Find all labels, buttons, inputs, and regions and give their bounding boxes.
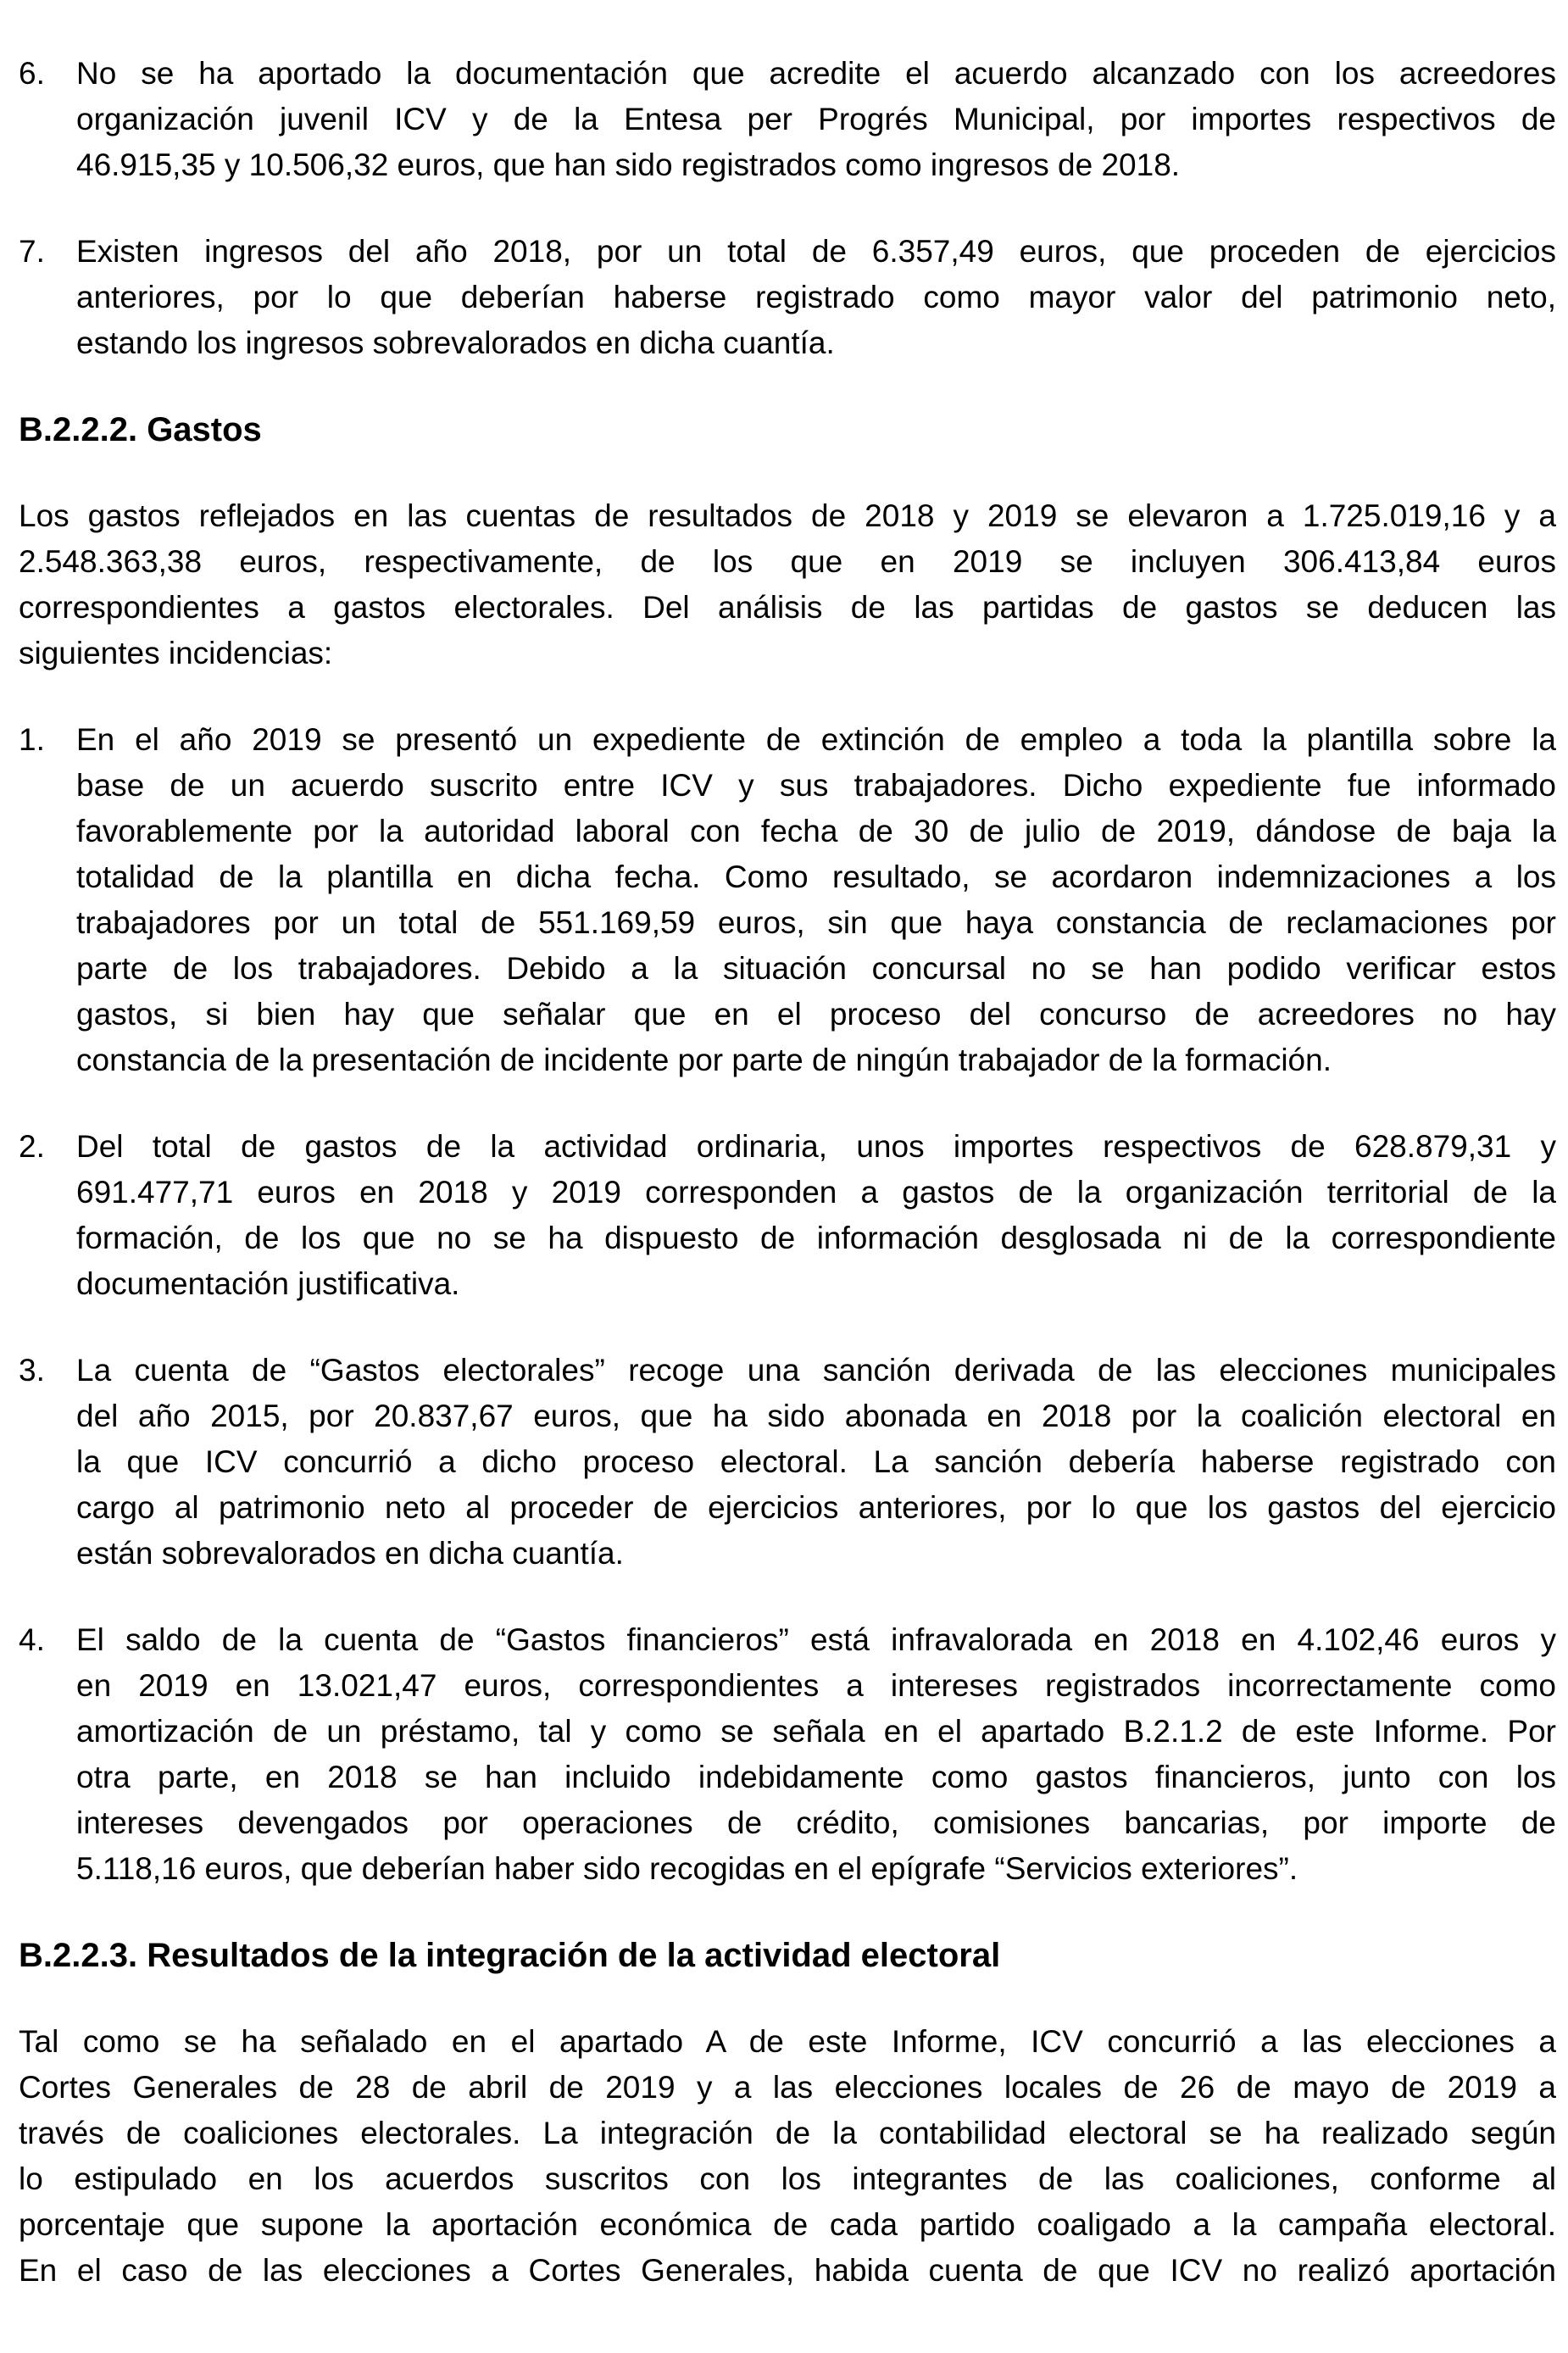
item-number: 3. xyxy=(19,1353,45,1388)
text-line: parte de los trabajadores. Debido a la situación concursal no se han podido verificar estos xyxy=(76,951,1556,986)
text-line: En el año 2019 se presentó un expediente de extinción de empleo a toda la plantilla sobre la xyxy=(76,722,1556,757)
numbered-item xyxy=(19,717,1556,1083)
section-heading: B.2.2.3. Resultados de la integración de la actividad electoral xyxy=(19,1937,1001,1974)
text-line: Tal como se ha señalado en el apartado A de este Informe, ICV concurrió a las elecciones a xyxy=(19,2024,1556,2059)
section-heading: B.2.2.2. Gastos xyxy=(19,411,262,448)
text-line: 691.477,71 euros en 2018 y 2019 corresponden a gastos de la organización territorial de la xyxy=(76,1175,1556,1210)
text-line: siguientes incidencias: xyxy=(19,636,333,670)
numbered-item xyxy=(19,51,1556,188)
text-line: La cuenta de “Gastos electorales” recoge una sanción derivada de las elecciones municipales xyxy=(76,1353,1556,1388)
item-number: 2. xyxy=(19,1129,45,1164)
text-line: Los gastos reflejados en las cuentas de resultados de 2018 y 2019 se elevaron a 1.725.019,16 y a xyxy=(19,498,1556,533)
item-number: 7. xyxy=(19,234,45,269)
text-line: No se ha aportado la documentación que acredite el acuerdo alcanzado con los acreedores xyxy=(76,56,1556,91)
text-line: gastos, si bien hay que señalar que en el proceso del concurso de acreedores no hay xyxy=(76,997,1556,1032)
numbered-item xyxy=(19,1348,1556,1577)
text-line: Existen ingresos del año 2018, por un total de 6.357,49 euros, que proceden de ejercicios xyxy=(76,234,1556,269)
paragraph xyxy=(19,2019,1556,2294)
text-line: porcentaje que supone la aportación económica de cada partido coaligado a la campaña electoral. xyxy=(19,2207,1556,2242)
numbered-item xyxy=(19,1617,1556,1892)
text-line: favorablemente por la autoridad laboral con fecha de 30 de julio de 2019, dándose de baja la xyxy=(76,814,1556,848)
text-line: En el caso de las elecciones a Cortes Generales, habida cuenta de que ICV no realizó aportación xyxy=(19,2253,1556,2288)
text-line: organización juvenil ICV y de la Entesa per Progrés Municipal, por importes respectivos de xyxy=(76,102,1556,136)
text-line: estando los ingresos sobrevalorados en dicha cuantía. xyxy=(76,325,835,360)
text-line: 5.118,16 euros, que deberían haber sido recogidas en el epígrafe “Servicios exteriores”. xyxy=(76,1851,1298,1886)
text-line: documentación justificativa. xyxy=(76,1266,460,1301)
text-line: trabajadores por un total de 551.169,59 euros, sin que haya constancia de reclamaciones por xyxy=(76,905,1556,940)
text-line: 2.548.363,38 euros, respectivamente, de los que en 2019 se incluyen 306.413,84 euros xyxy=(19,544,1556,579)
text-line: Del total de gastos de la actividad ordinaria, unos importes respectivos de 628.879,31 y xyxy=(76,1129,1556,1164)
item-number: 1. xyxy=(19,722,45,757)
text-line: Cortes Generales de 28 de abril de 2019 y a las elecciones locales de 26 de mayo de 2019 a xyxy=(19,2070,1556,2105)
text-line: totalidad de la plantilla en dicha fecha. Como resultado, se acordaron indemnizaciones a los xyxy=(76,859,1556,894)
text-line: constancia de la presentación de incidente por parte de ningún trabajador de la formación. xyxy=(76,1043,1332,1077)
text-line: están sobrevalorados en dicha cuantía. xyxy=(76,1536,624,1571)
item-number: 6. xyxy=(19,56,45,91)
text-line: amortización de un préstamo, tal y como se señala en el apartado B.2.1.2 de este Informe. Por xyxy=(76,1714,1556,1749)
numbered-item xyxy=(19,229,1556,366)
text-line: lo estipulado en los acuerdos suscritos con los integrantes de las coaliciones, conforme al xyxy=(19,2161,1556,2196)
text-line: en 2019 en 13.021,47 euros, correspondientes a intereses registrados incorrectamente como xyxy=(76,1668,1556,1703)
text-line: base de un acuerdo suscrito entre ICV y sus trabajadores. Dicho expediente fue informado xyxy=(76,768,1556,803)
text-line: intereses devengados por operaciones de crédito, comisiones bancarias, por importe de xyxy=(76,1805,1556,1840)
text-line: correspondientes a gastos electorales. Del análisis de las partidas de gastos se deducen las xyxy=(19,590,1556,625)
text-line: través de coaliciones electorales. La integración de la contabilidad electoral se ha realizado según xyxy=(19,2116,1556,2150)
item-number: 4. xyxy=(19,1622,45,1657)
text-line: 46.915,35 y 10.506,32 euros, que han sido registrados como ingresos de 2018. xyxy=(76,147,1181,182)
text-line: cargo al patrimonio neto al proceder de ejercicios anteriores, por lo que los gastos del ejercicio xyxy=(76,1490,1556,1525)
text-line: otra parte, en 2018 se han incluido indebidamente como gastos financieros, junto con los xyxy=(76,1760,1556,1794)
text-line: la que ICV concurrió a dicho proceso electoral. La sanción debería haberse registrado con xyxy=(76,1444,1556,1479)
numbered-item xyxy=(19,1124,1556,1307)
paragraph xyxy=(19,493,1556,676)
text-line: El saldo de la cuenta de “Gastos financieros” está infravalorada en 2018 en 4.102,46 euros y xyxy=(76,1622,1556,1657)
text-line: del año 2015, por 20.837,67 euros, que ha sido abonada en 2018 por la coalición electoral en xyxy=(76,1399,1556,1433)
text-line: formación, de los que no se ha dispuesto de información desglosada ni de la correspondiente xyxy=(76,1221,1556,1255)
text-line: anteriores, por lo que deberían haberse registrado como mayor valor del patrimonio neto, xyxy=(76,280,1556,314)
